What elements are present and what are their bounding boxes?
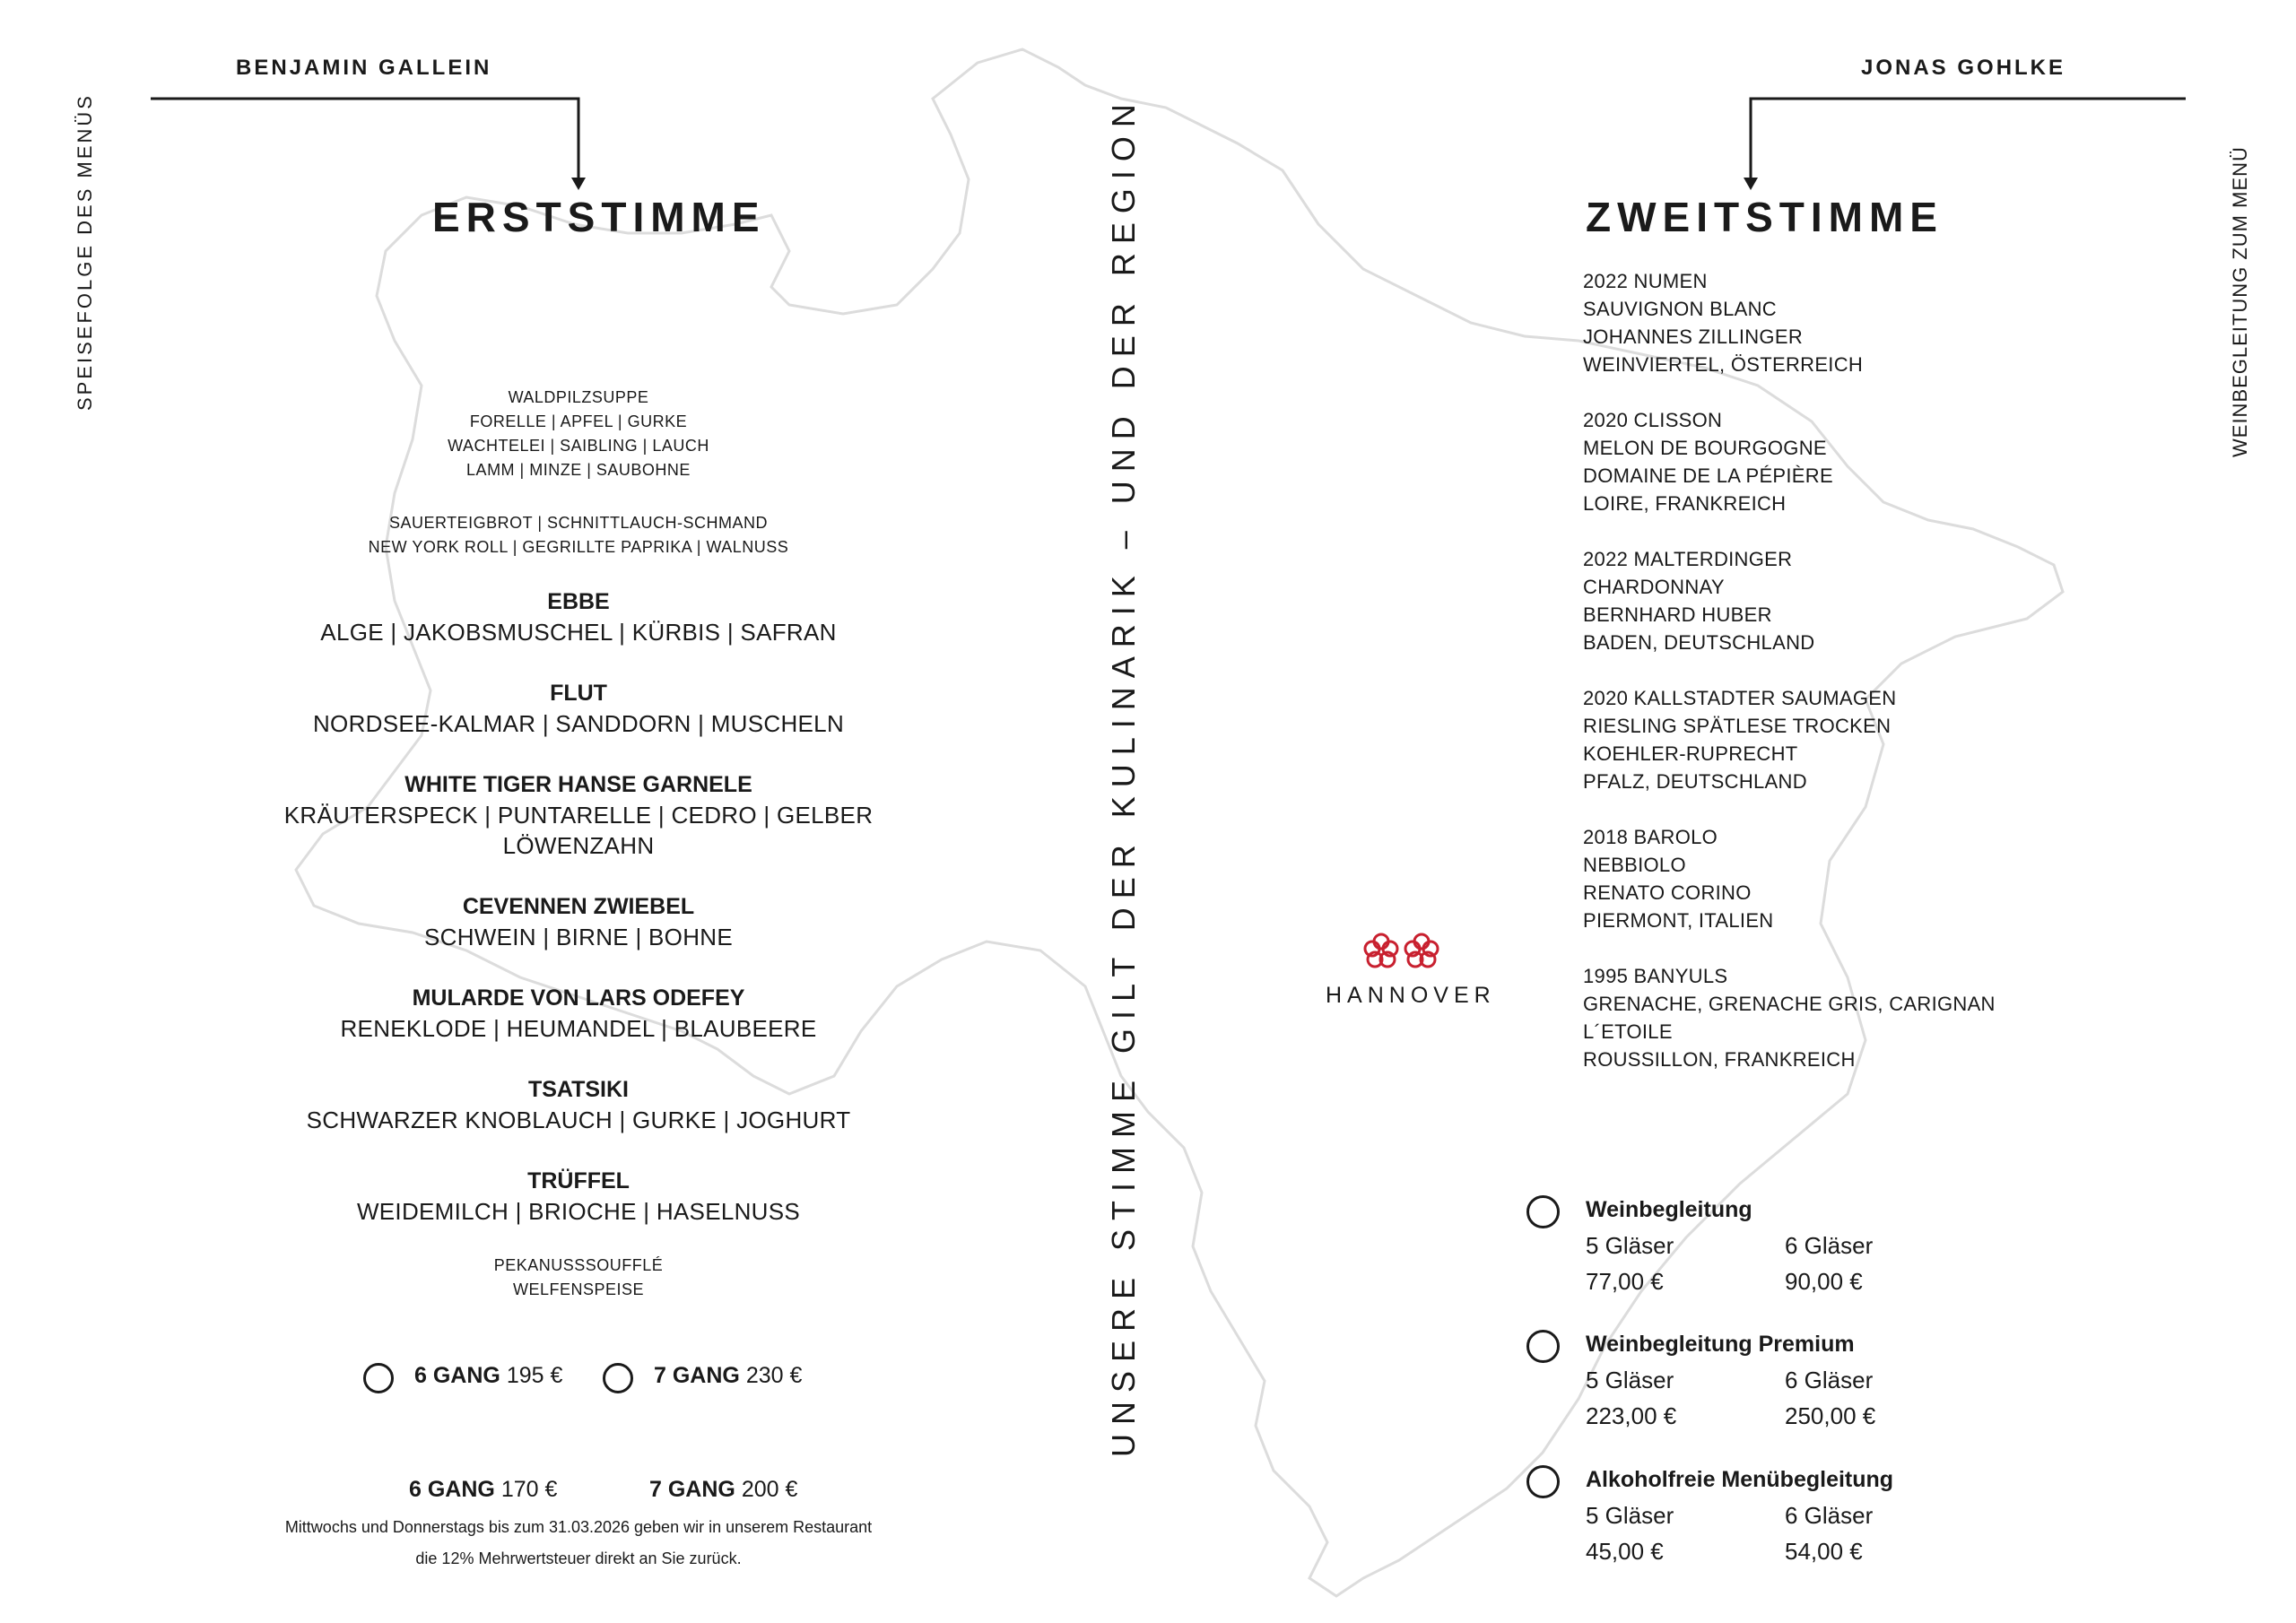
wine-line: KOEHLER-RUPRECHT — [1583, 742, 1798, 765]
left-side-label: SPEISEFOLGE DES MENÜS — [74, 93, 96, 411]
right-arrow-icon — [1740, 90, 2188, 197]
city-label: HANNOVER — [1326, 983, 1496, 1008]
wine-line: WEINVIERTEL, ÖSTERREICH — [1583, 353, 1864, 376]
wine-entry — [1583, 684, 1996, 795]
pairing-title: Alkoholfreie Menübegleitung — [1586, 1467, 1894, 1492]
wine-line: BERNHARD HUBER — [1583, 603, 1772, 626]
pairing-label: 6 Gläser — [1785, 1367, 1874, 1393]
pairing-title: Weinbegleitung — [1586, 1197, 1752, 1222]
wine-line: 2022 MALTERDINGER — [1583, 548, 1793, 570]
wine-line: PIERMONT, ITALIEN — [1583, 909, 1774, 932]
slogan-vertical: UNSERE STIMME GILT DER KULINARIK – UND DER REGION — [1105, 95, 1142, 1457]
course-title: WHITE TIGER HANSE GARNELE — [404, 772, 752, 797]
wine-line: L´ETOILE — [1583, 1020, 1673, 1043]
starter-item: LAMM | MINZE | SAUBOHNE — [466, 461, 691, 479]
pairing-price: 250,00 € — [1785, 1402, 1876, 1429]
wine-line: LOIRE, FRANKREICH — [1583, 492, 1787, 515]
course — [206, 1074, 951, 1135]
wine-line: 2020 KALLSTADTER SAUMAGEN — [1583, 687, 1897, 709]
course — [206, 891, 951, 952]
chef-name: BENJAMIN GALLEIN — [236, 56, 492, 80]
course-desc: KRÄUTERSPECK | PUNTARELLE | CEDRO | GELBER LÖWENZAHN — [283, 802, 874, 859]
wine-line: 1995 BANYULS — [1583, 965, 1728, 987]
course-title: TRÜFFEL — [527, 1168, 630, 1193]
wine-line: RENATO CORINO — [1583, 881, 1752, 904]
dessert-item: PEKANUSSSOUFFLÉ — [493, 1256, 664, 1274]
pairing-price: 45,00 € — [1586, 1538, 1664, 1565]
wine-line: 2020 CLISSON — [1583, 409, 1723, 431]
course — [206, 983, 951, 1044]
course-desc: SCHWARZER KNOBLAUCH | GURKE | JOGHURT — [306, 1107, 851, 1133]
course — [206, 769, 951, 861]
wine-line: SAUVIGNON BLANC — [1583, 298, 1777, 320]
left-heading: ERSTSTIMME — [432, 194, 766, 240]
course-desc: RENEKLODE | HEUMANDEL | BLAUBEERE — [340, 1015, 817, 1042]
stars-icon — [1363, 933, 1444, 972]
wine-entry — [1583, 962, 1996, 1073]
option-7-gang-radio[interactable] — [603, 1363, 633, 1393]
reduced-label: 7 GANG — [649, 1477, 735, 1502]
vat-note — [206, 1512, 951, 1575]
wine-line: ROUSSILLON, FRANKREICH — [1583, 1048, 1856, 1071]
course-title: TSATSIKI — [527, 1077, 630, 1102]
option-label: 6 GANG — [414, 1363, 500, 1388]
course-title: EBBE — [547, 589, 610, 614]
course-desc: SCHWEIN | BIRNE | BOHNE — [424, 924, 733, 950]
pairing-label: 5 Gläser — [1586, 1367, 1674, 1393]
option-7-gang — [654, 1363, 802, 1389]
vat-note-line: die 12% Mehrwertsteuer direkt an Sie zurück. — [415, 1549, 742, 1567]
reduced-price: 170 € — [500, 1477, 558, 1502]
wine-line: BADEN, DEUTSCHLAND — [1583, 631, 1815, 654]
pairing-price: 223,00 € — [1586, 1402, 1677, 1429]
wine-list — [1583, 267, 1996, 1101]
reduced-label: 6 GANG — [409, 1477, 495, 1502]
course-desc: WEIDEMILCH | BRIOCHE | HASELNUSS — [356, 1198, 801, 1225]
pairing-label: 5 Gläser — [1586, 1502, 1674, 1529]
wine-line: GRENACHE, GRENACHE GRIS, CARIGNAN — [1583, 993, 1996, 1015]
pairing-radio[interactable] — [1526, 1195, 1560, 1228]
wine-line: MELON DE BOURGOGNE — [1583, 437, 1827, 459]
pairing-radio[interactable] — [1526, 1465, 1560, 1498]
wine-entry — [1583, 545, 1996, 656]
wine-line: NEBBIOLO — [1583, 854, 1686, 876]
course-title: FLUT — [550, 681, 607, 706]
course-title: MULARDE VON LARS ODEFEY — [412, 985, 745, 1011]
sommelier-name: JONAS GOHLKE — [1861, 56, 2066, 80]
pairing-label: 6 Gläser — [1785, 1232, 1874, 1259]
pairing-label: 5 Gläser — [1586, 1232, 1674, 1259]
option-price: 230 € — [745, 1363, 803, 1388]
bread-item: SAUERTEIGBROT | SCHNITTLAUCH-SCHMAND — [388, 514, 769, 532]
wine-line: CHARDONNAY — [1583, 576, 1725, 598]
option-label: 7 GANG — [654, 1363, 740, 1388]
reduced-price: 200 € — [741, 1477, 798, 1502]
course-title: CEVENNEN ZWIEBEL — [462, 894, 695, 919]
wine-entry — [1583, 823, 1996, 934]
wine-line: 2022 NUMEN — [1583, 270, 1708, 292]
pairing-label: 6 Gläser — [1785, 1502, 1874, 1529]
reduced-6-gang — [409, 1477, 557, 1503]
pairing-title: Weinbegleitung Premium — [1586, 1332, 1855, 1357]
menu-list — [206, 386, 951, 1302]
wine-line: PFALZ, DEUTSCHLAND — [1583, 770, 1807, 793]
starter-item: WALDPILZSUPPE — [508, 388, 649, 406]
wine-line: JOHANNES ZILLINGER — [1583, 325, 1804, 348]
left-arrow-icon — [148, 90, 596, 197]
course — [206, 1166, 951, 1227]
reduced-7-gang — [649, 1477, 797, 1503]
pairing-price: 54,00 € — [1785, 1538, 1863, 1565]
right-side-label: WEINBEGLEITUNG ZUM MENÜ — [2229, 146, 2251, 457]
wine-line: DOMAINE DE LA PÉPIÈRE — [1583, 464, 1833, 487]
option-6-gang — [414, 1363, 562, 1389]
right-heading: ZWEITSTIMME — [1586, 194, 1944, 240]
course-desc: ALGE | JAKOBSMUSCHEL | KÜRBIS | SAFRAN — [320, 619, 837, 646]
wine-entry — [1583, 406, 1996, 517]
wine-line: 2018 BAROLO — [1583, 826, 1718, 848]
vat-note-line: Mittwochs und Donnerstags bis zum 31.03.2026 geben wir in unserem Restaurant — [284, 1518, 873, 1536]
course — [206, 586, 951, 647]
course-desc: NORDSEE-KALMAR | SANDDORN | MUSCHELN — [312, 710, 845, 737]
dessert-item: WELFENSPEISE — [512, 1280, 645, 1298]
pairing-radio[interactable] — [1526, 1330, 1560, 1363]
course — [206, 678, 951, 739]
option-price: 195 € — [506, 1363, 563, 1388]
wine-line: RIESLING SPÄTLESE TROCKEN — [1583, 715, 1892, 737]
starter-item: WACHTELEI | SAIBLING | LAUCH — [448, 437, 709, 455]
pairing-price: 77,00 € — [1586, 1268, 1664, 1295]
pairing-price: 90,00 € — [1785, 1268, 1863, 1295]
option-6-gang-radio[interactable] — [363, 1363, 394, 1393]
starter-item: FORELLE | APFEL | GURKE — [469, 412, 688, 430]
wine-entry — [1583, 267, 1996, 378]
bread-item: NEW YORK ROLL | GEGRILLTE PAPRIKA | WALNUSS — [368, 538, 789, 556]
